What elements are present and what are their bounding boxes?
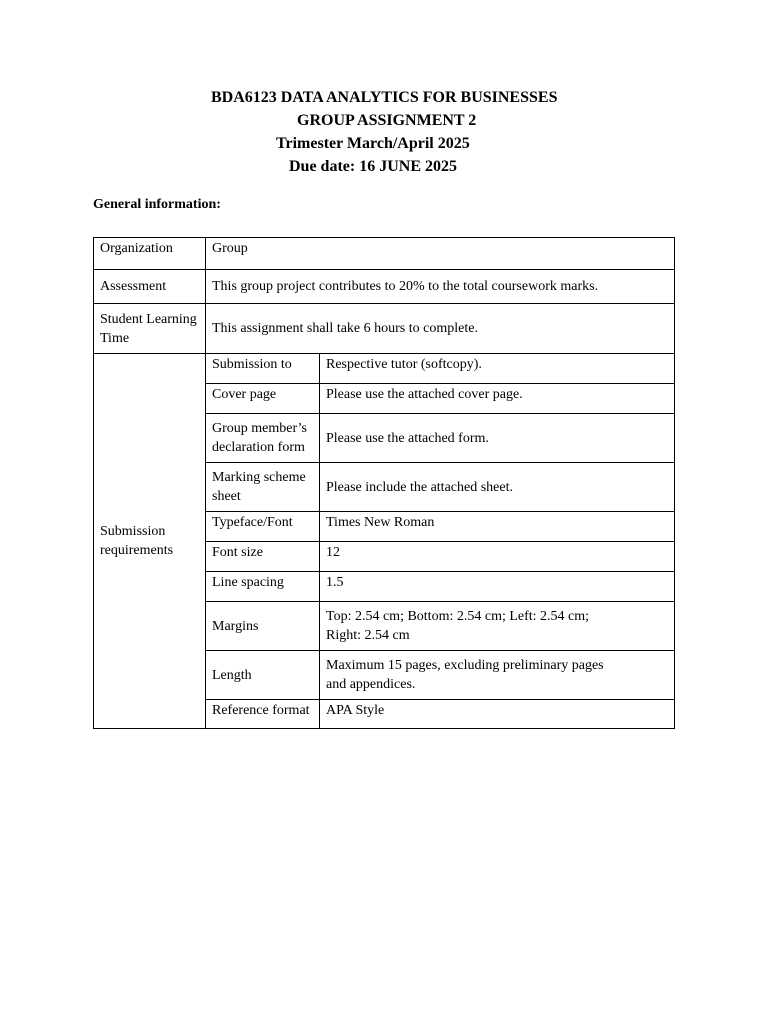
sub-value: Times New Roman (320, 512, 675, 542)
sub-label (206, 463, 320, 512)
label-line: Time (100, 330, 130, 346)
table-row (94, 270, 675, 304)
sub-value: 12 (320, 542, 675, 572)
document-header (0, 86, 768, 178)
sub-value: Please include the attached sheet. (320, 463, 675, 512)
row-label-organization: Organization (94, 238, 206, 270)
sub-label: Line spacing (206, 572, 320, 602)
trimester: Trimester March/April 2025 (276, 135, 470, 152)
sub-label: Margins (206, 602, 320, 651)
value-line: Right: 2.54 cm (326, 628, 410, 643)
row-value-assessment: This group project contributes to 20% to the total coursework marks. (206, 270, 675, 304)
table-row (94, 238, 675, 270)
sub-value (320, 602, 675, 651)
course-title: BDA6123 DATA ANALYTICS FOR BUSINESSES (211, 89, 558, 106)
row-value-organization: Group (206, 238, 675, 270)
table-row (94, 304, 675, 354)
sub-label: Length (206, 651, 320, 700)
table-row (94, 354, 675, 384)
general-info-table (93, 237, 675, 729)
label-line: Group member’s (212, 421, 307, 436)
sub-label (206, 414, 320, 463)
sub-value (320, 651, 675, 700)
sub-value: 1.5 (320, 572, 675, 602)
sub-label: Typeface/Font (206, 512, 320, 542)
sub-value: Please use the attached form. (320, 414, 675, 463)
label-line: requirements (100, 543, 174, 558)
section-title: General information: (93, 197, 221, 212)
sub-value: Please use the attached cover page. (320, 384, 675, 414)
due-date: Due date: 16 JUNE 2025 (289, 158, 457, 175)
label-line: Marking scheme (212, 470, 306, 485)
value-line: and appendices. (326, 677, 416, 692)
label-line: Student Learning (100, 311, 197, 327)
sub-label: Reference format (206, 700, 320, 729)
assignment-title: GROUP ASSIGNMENT 2 (297, 112, 477, 129)
value-line: Maximum 15 pages, excluding preliminary pages (326, 658, 604, 673)
label-line: Submission (100, 524, 166, 539)
label-line: sheet (212, 489, 241, 504)
row-label-learning-time (94, 304, 206, 354)
sub-value: Respective tutor (softcopy). (320, 354, 675, 384)
value-line: Top: 2.54 cm; Bottom: 2.54 cm; Left: 2.54 cm; (326, 609, 590, 624)
row-label-submission (94, 354, 206, 729)
sub-label: Cover page (206, 384, 320, 414)
row-value-learning-time: This assignment shall take 6 hours to complete. (206, 304, 675, 354)
sub-label: Submission to (206, 354, 320, 384)
label-line: declaration form (212, 440, 305, 455)
row-label-assessment: Assessment (94, 270, 206, 304)
sub-value: APA Style (320, 700, 675, 729)
sub-label: Font size (206, 542, 320, 572)
